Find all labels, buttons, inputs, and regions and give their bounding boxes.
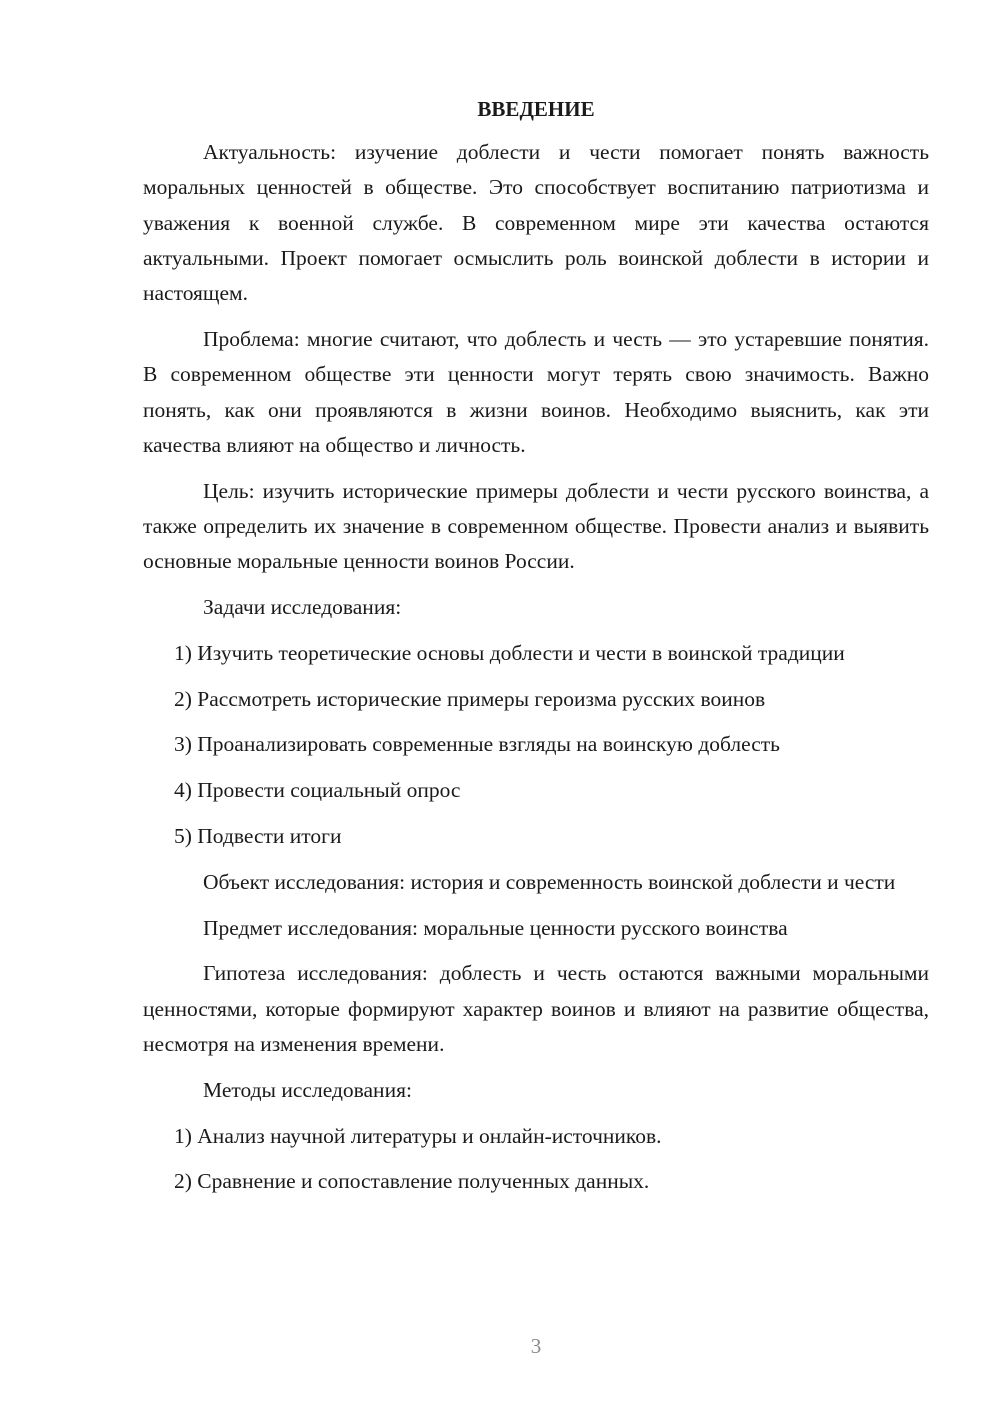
tasks-heading: Задачи исследования: [203,595,402,620]
method-item: 1) Анализ научной литературы и онлайн-источников. [174,1123,662,1148]
object-paragraph: Объект исследования: история и современность воинской доблести и чести [203,869,896,894]
document-page [143,92,929,1210]
task-item: 3) Проанализировать современные взгляды на воинскую доблесть [174,732,780,757]
task-item: 1) Изучить теоретические основы доблести и чести в воинской традиции [174,640,845,665]
section-title: ВВЕДЕНИЕ [477,97,595,121]
page-number: 3 [530,1334,542,1358]
hypothesis-paragraph: Гипотеза исследования: доблесть и честь остаются важными моральными ценностями, которые формируют характер воинов и влияют на развитие общества, несмотря на изменения времени. [143,961,929,1057]
task-item: 4) Провести социальный опрос [174,778,461,803]
goal-paragraph: Цель: изучить исторические примеры доблести и чести русского воинства, а также определить их значение в современном обществе. Провести анализ и выявить основные моральные ценности воинов России. [143,478,929,574]
method-item: 2) Сравнение и сопоставление полученных данных. [174,1169,650,1194]
subject-paragraph: Предмет исследования: моральные ценности русского воинства [203,915,788,940]
task-item: 2) Рассмотреть исторические примеры героизма русских воинов [174,686,766,711]
problem-paragraph: Проблема: многие считают, что доблесть и честь — это устаревшие понятия. В современном обществе эти ценности могут терять свою значимость. Важно понять, как они проявляются в жизни воинов. Необходимо выяснить, как эти качества влияют на общество и личность. [143,326,929,457]
relevance-paragraph: Актуальность: изучение доблести и чести помогает понять важность моральных ценностей в обществе. Это способствует воспитанию патриотизма и уважения к военной службе. В современном мире эти качества остаются актуальными. Проект помогает осмыслить роль воинской доблести в истории и настоящем. [143,140,929,306]
task-item: 5) Подвести итоги [174,824,342,849]
methods-heading: Методы исследования: [203,1077,412,1102]
